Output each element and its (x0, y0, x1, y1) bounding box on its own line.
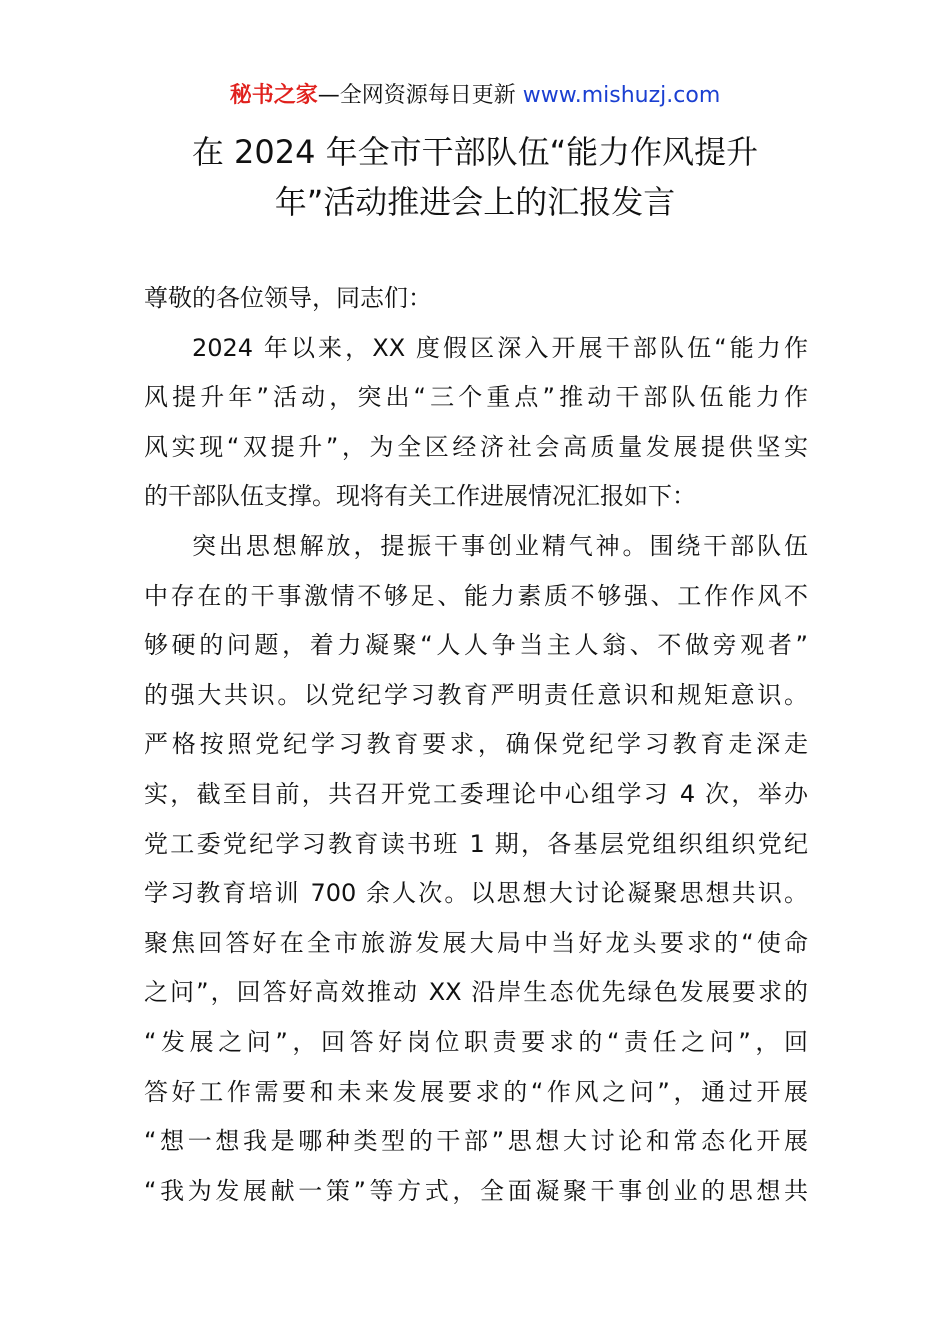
paragraph-1-line: 风实现“双提升”，为全区经济社会高质量发展提供坚实 (144, 432, 808, 461)
site-url[interactable]: www.mishuzj.com (522, 83, 721, 108)
site-header (0, 80, 950, 112)
paragraph-2-line: 的强大共识。以党纪学习教育严明责任意识和规矩意识。 (144, 680, 808, 709)
paragraph-2-line: 实，截至目前，共召开党工委理论中心组学习 4 次，举办 (144, 779, 808, 808)
paragraph-1-line: 2024 年以来，XX 度假区深入开展干部队伍“能力作 (192, 333, 808, 362)
paragraph-2-line: 突出思想解放，提振干事创业精气神。围绕干部队伍 (192, 531, 808, 560)
paragraph-2-line: 党工委党纪学习教育读书班 1 期，各基层党组织组织党纪 (144, 829, 808, 858)
salutation: 尊敬的各位领导，同志们： (144, 284, 432, 312)
paragraph-2-line: 学习教育培训 700 余人次。以思想大讨论凝聚思想共识。 (144, 879, 808, 908)
document-body (144, 274, 808, 1216)
paragraph-1 (144, 324, 808, 522)
paragraph-1-line: 的干部队伍支撑。现将有关工作进展情况汇报如下： (144, 482, 696, 511)
paragraph-2-line: 之问”，回答好高效推动 XX 沿岸生态优先绿色发展要求的 (144, 978, 808, 1007)
paragraph-2-line: 答好工作需要和未来发展要求的“作风之问”，通过开展 (144, 1077, 808, 1106)
paragraph-2 (144, 522, 808, 1216)
paragraph-2-line: 聚焦回答好在全市旅游发展大局中当好龙头要求的“使命 (144, 928, 808, 957)
paragraph-2-line: 够硬的问题，着力凝聚“人人争当主人翁、不做旁观者” (144, 631, 808, 660)
brand-name: 秘书之家 (229, 83, 318, 108)
paragraph-2-line: 中存在的干事激情不够足、能力素质不够强、工作作风不 (144, 581, 808, 610)
document-title (100, 127, 850, 227)
paragraph-1-line: 风提升年”活动，突出“三个重点”推动干部队伍能力作 (144, 383, 808, 412)
title-line-1: 在 2024 年全市干部队伍“能力作风提升 (191, 133, 759, 171)
paragraph-2-line: “我为发展献一策”等方式，全面凝聚干事创业的思想共 (144, 1176, 808, 1205)
paragraph-2-line: “想一想我是哪种类型的干部”思想大讨论和常态化开展 (144, 1127, 808, 1156)
paragraph-2-line: “发展之问”，回答好岗位职责要求的“责任之问”，回 (144, 1027, 808, 1056)
header-tagline: —全网资源每日更新 (317, 83, 523, 108)
title-line-2: 年”活动推进会上的汇报发言 (274, 183, 676, 221)
paragraph-2-line: 严格按照党纪学习教育要求，确保党纪学习教育走深走 (144, 730, 808, 759)
